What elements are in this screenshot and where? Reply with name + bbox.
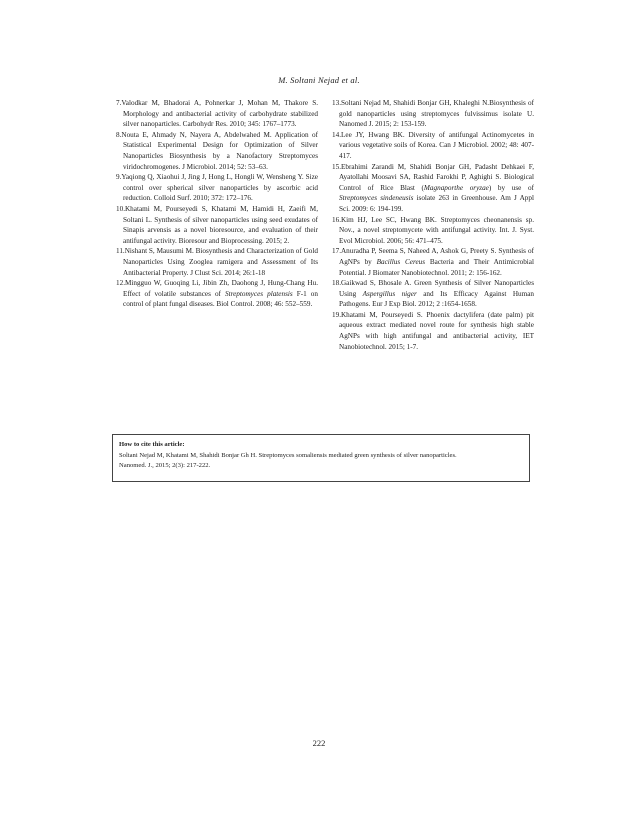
running-head: M. Soltani Nejad et al. <box>278 75 360 85</box>
reference-item <box>116 278 318 310</box>
reference-item <box>116 204 318 246</box>
citation-box <box>112 434 530 482</box>
citation-text-line-2: Nanomed. J., 2015; 2(3): 217-222. <box>119 462 211 469</box>
reference-text: Magnaporthe oryzae <box>423 183 489 192</box>
reference-text: 18.Gaikwad S, Bhosale A. Green Synthesis of Silver Nanoparticles Using <box>332 279 534 298</box>
reference-item <box>116 130 318 172</box>
citation-title: How to cite this article: <box>119 441 185 448</box>
reference-text: Bacteria and Their Antimicrobial Potential. J Biomater Nanobiotechnol. 2011; 2: 156-162. <box>339 257 534 277</box>
references-right-column <box>332 98 534 352</box>
reference-text: Bacillus Cereus <box>376 257 426 266</box>
reference-text: Aspergillus niger <box>362 289 417 298</box>
reference-text: 14.Lee JY, Hwang BK. Diversity of antifungal Actinomycetes in various vegetative soils of Korea. Can J Microbiol. 2002; 48: 407-417. <box>332 130 534 160</box>
reference-text: ) by use of <box>488 183 534 192</box>
references-left-column <box>116 98 318 310</box>
reference-text: 10.Khatami M, Pourseyedi S, Khatami M, Hamidi H, Zaeifi M, Soltani L. Synthesis of silver nanoparticles using seed exudates of Sinapis arvensis as a novel bioresource, and evaluation of their antifungal activity. Bioresour and Bioprocessing. 2015; 2. <box>116 204 318 245</box>
reference-item <box>116 246 318 278</box>
reference-text: 11.Nishant S, Mausumi M. Biosynthesis and Characterization of Gold Nanoparticles Using Zooglea ramigera and Assessment of Its Antibacterial Property. J Clust Sci. 2014; 26:1-18 <box>116 247 318 277</box>
reference-item <box>332 278 534 310</box>
reference-text: isolate 263 in Greenhouse. Am J Appl Sci. 2009: 6: 194-199. <box>339 194 534 213</box>
reference-item <box>332 98 534 130</box>
reference-text: 13.Soltani Nejad M, Shahidi Bonjar GH, Khaleghi N.Biosynthesis of gold nanoparticles using streptomyces fulvissimus isolate U. Nanomed J. 2015; 2: 153-159. <box>332 99 534 129</box>
reference-item <box>332 310 534 352</box>
reference-text: Streptomyces sindeneusis <box>339 194 414 203</box>
reference-item <box>116 172 318 204</box>
reference-text: 15.Ebrahimi Zarandi M, Shahidi Bonjar GH, Padasht Dehkaei F, Ayatollahi Moosavi SA, Rashid Farokhi P, Aghighi S. Biological Control of Rice Blast ( <box>332 162 534 192</box>
reference-text: 16.Kim HJ, Lee SC, Hwang BK. Streptomyces cheonanensis sp. Nov., a novel streptomycete with antifungal activity. Int. J. Syst. Evol Microbiol. 2006; 56: 471–475. <box>332 215 534 245</box>
reference-item <box>116 98 318 130</box>
reference-item <box>332 246 534 278</box>
page-number: 222 <box>312 738 326 748</box>
reference-text: 7.Valodkar M, Bhadorai A, Pohnerkar J, Mohan M, Thakore S. Morphology and antibacterial activity of carbohydrate stabilized silver nanoparticles. Carbohydr Res. 2010; 345: 1767–1773. <box>116 99 318 129</box>
reference-text: 8.Nouta E, Ahmady N, Nayera A, Abdelwahed M. Application of Statistical Experimental Design for Optimization of Silver Nanoparticles Biosynthesis by a Nanofactory Streptomyces viridochromogenes. J Microbiol. 2014; 52: 53–63. <box>116 130 318 171</box>
reference-item <box>332 162 534 215</box>
reference-text: Streptomyces platensis <box>225 289 293 298</box>
reference-text: 12.Mingguo W, Guoqing Li, Jibin Zh, Daohong J, Hung-Chang Hu. Effect of volatile substances of <box>116 279 318 298</box>
reference-text: 9.Yaqiong Q, Xiaohui J, Jing J, Hong L, Hongli W, Wensheng Y. Size control over spherical silver nanoparticles by ascorbic acid reduction. Colloid Surf. 2010; 372: 172–176. <box>116 173 318 203</box>
citation-text-line-1: Soltani Nejad M, Khatami M, Shahidi Bonjar Gh H. Streptomyces somaliensis mediated green synthesis of silver nanoparticles. <box>119 451 457 459</box>
reference-text: 17.Anuradha P, Seema S, Naheed A, Ashok G, Preety S. Synthesis of AgNPs by <box>332 247 534 266</box>
reference-text: and Its Efficacy Against Human Pathogens. Eur J Exp Biol. 2012; 2 :1654-1658. <box>339 289 534 309</box>
reference-item <box>332 130 534 162</box>
reference-text: 19.Khatami M, Pourseyedi S. Phoenix dactylifera (date palm) pit aqueous extract mediated novel route for synthesis high stable AgNPs with high antifungal and antibacterial activity, IET Nanobiotechnol. 2015; 1-7. <box>332 310 534 351</box>
reference-text: F-1 on control of plant fungal diseases. Biol Control. 2008; 46: 552–559. <box>123 289 318 309</box>
reference-item <box>332 215 534 247</box>
